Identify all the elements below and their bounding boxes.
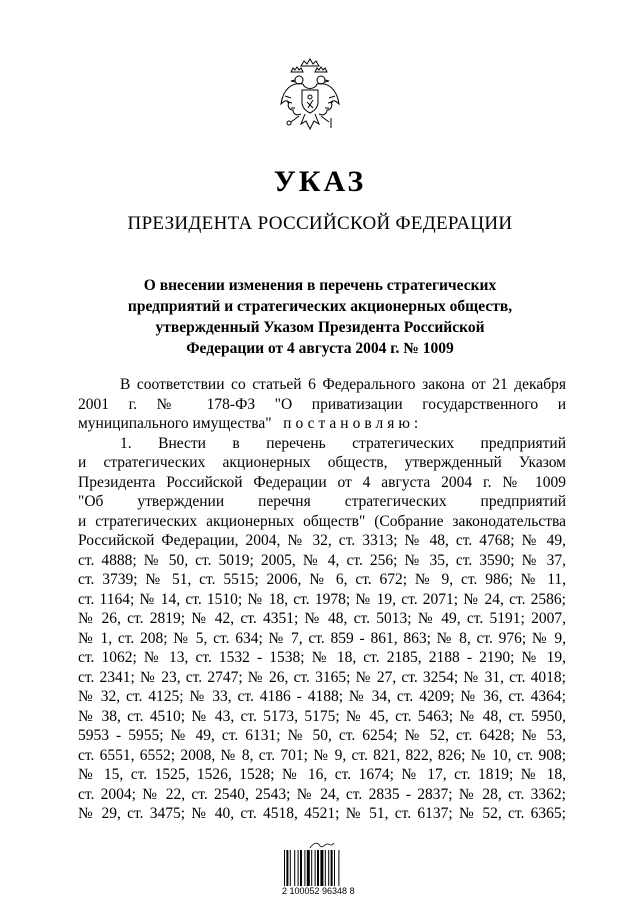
document-type-title: УКАЗ [273, 165, 367, 198]
item-line: № 1, ст. 208; № 5, ст. 634; № 7, ст. 859 - 861, 863; № 8, ст. 976; № 9, [78, 629, 566, 647]
handwritten-mark-icon [308, 840, 336, 850]
item-line: и стратегических акционерных обществ, утвержденный Указом [78, 454, 566, 471]
subject-line: утвержденный Указом Президента Российской [155, 319, 485, 336]
item-line: и стратегических акционерных обществ" (Собрание законодательства [78, 512, 566, 530]
item-line: 5953 - 5955; № 49, ст. 6131; № 50, ст. 6254; № 52, ст. 6428; № 53, [78, 727, 566, 744]
subject-line: Федерации от 4 августа 2004 г. № 1009 [186, 340, 454, 357]
intro-line-text: муниципального имущества" [78, 415, 272, 432]
item-line: № 26, ст. 2819; № 42, ст. 4351; № 48, ст. 5013; № 49, ст. 5191; 2007, [78, 610, 566, 627]
decree-subject [110, 275, 530, 359]
item-line: 1. Внести в перечень стратегических предприятий [120, 434, 566, 452]
russian-coat-of-arms-icon [277, 56, 343, 140]
item-line: ст. 6551, 6552; 2008, № 8, ст. 701; № 9, ст. 821, 822, 826; № 10, ст. 908; [78, 746, 566, 764]
item-line: ст. 2341; № 23, ст. 2747; № 26, ст. 3165; № 27, ст. 3254; № 31, ст. 4018; [78, 668, 566, 686]
barcode-icon [284, 850, 360, 886]
item-line: Российской Федерации, 2004, № 32, ст. 3313; № 48, ст. 4768; № 49, [78, 532, 566, 549]
item-line: № 29, ст. 3475; № 40, ст. 4518, 4521; № 51, ст. 6137; № 52, ст. 6365; [78, 805, 566, 822]
intro-line-final [78, 414, 566, 434]
item-line: ст. 2004; № 22, ст. 2540, 2543; № 24, ст. 2835 - 2837; № 28, ст. 3362; [78, 785, 566, 803]
item-line: ст. 3739; № 51, ст. 5515; 2006, № 6, ст. 672; № 9, ст. 986; № 11, [78, 571, 566, 588]
item-line: № 15, ст. 1525, 1526, 1528; № 16, ст. 1674; № 17, ст. 1819; № 18, [78, 766, 566, 783]
item-line: ст. 1062; № 13, ст. 1532 - 1538; № 18, ст. 2185, 2188 - 2190; № 19, [78, 649, 566, 666]
item-line: № 32, ст. 4125; № 33, ст. 4186 - 4188; № 34, ст. 4209; № 36, ст. 4364; [78, 688, 566, 705]
decree-word: постановляю: [283, 415, 423, 432]
item-line: "Об утверждении перечня стратегических предприятий [78, 493, 566, 510]
item-line: № 38, ст. 4510; № 43, ст. 5173, 5175; № 45, ст. 5463; № 48, ст. 5950, [78, 707, 566, 725]
item-line: ст. 1164; № 14, ст. 1510; № 18, ст. 1978; № 19, ст. 2071; № 24, ст. 2586; [78, 590, 566, 608]
intro-line: В соответствии со статьей 6 Федерального закона от 21 декабря [120, 376, 566, 393]
issuer-subtitle: ПРЕЗИДЕНТА РОССИЙСКОЙ ФЕДЕРАЦИИ [127, 213, 513, 234]
intro-line: 2001 г. № 178-ФЗ "О приватизации государственного и [78, 395, 566, 413]
item-line: Президента Российской Федерации от 4 августа 2004 г. № 1009 [78, 473, 566, 491]
subject-line: предприятий и стратегических акционерных обществ, [127, 298, 513, 315]
decree-body [78, 375, 566, 824]
subject-line: О внесении изменения в перечень стратегических [143, 277, 497, 294]
item-line: ст. 4888; № 50, ст. 5019; 2005, № 4, ст. 256; № 35, ст. 3590; № 37, [78, 551, 566, 569]
barcode-number: 2 100052 96348 8 [282, 886, 355, 896]
